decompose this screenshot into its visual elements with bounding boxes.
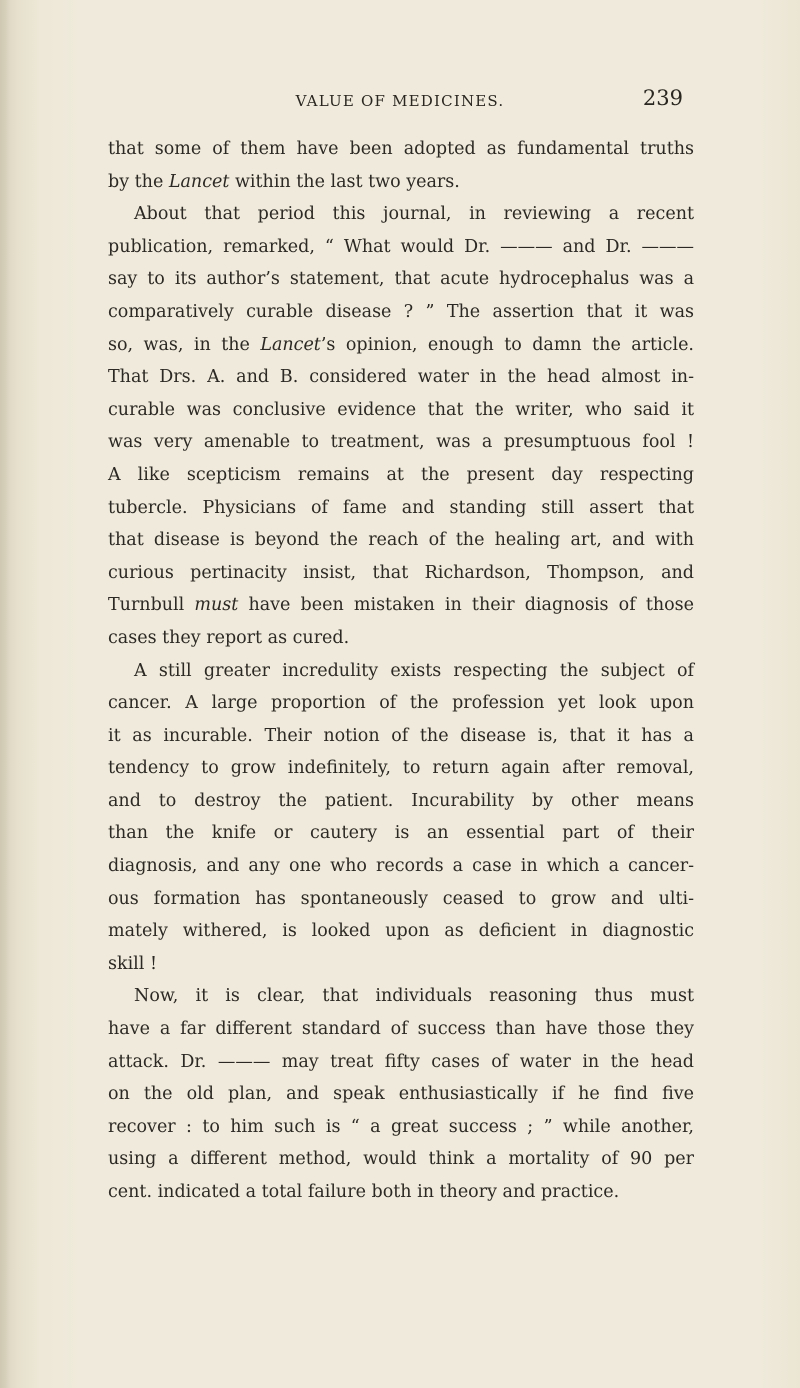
running-title: VALUE OF MEDICINES. — [295, 92, 505, 110]
text-line: A like scepticism remains at the present day respecting — [108, 464, 694, 485]
text-line: by the Lancet within the last two years. — [108, 171, 460, 192]
text-line: publication, remarked, “ What would Dr. ——— and Dr. ——— — [108, 236, 694, 257]
text-line: than the knife or cautery is an essential part of their — [108, 823, 694, 844]
text-line: curious pertinacity insist, that Richardson, Thompson, and — [108, 562, 694, 583]
text-line: ous formation has spontaneously ceased to grow and ulti- — [108, 888, 694, 909]
gutter-shadow — [0, 0, 10, 1388]
text-line: was very amenable to treatment, was a presumptuous fool ! — [108, 432, 694, 453]
text-line: attack. Dr. ——— may treat fifty cases of water in the head — [108, 1051, 694, 1072]
text-line: A still greater incredulity exists respecting the subject of — [134, 660, 694, 681]
body-text — [108, 133, 694, 1209]
text-line: cancer. A large proportion of the profession yet look upon — [108, 693, 694, 714]
text-line: using a different method, would think a mortality of 90 per — [108, 1149, 694, 1170]
text-line: tubercle. Physicians of fame and standing still assert that — [108, 497, 694, 518]
text-line: skill ! — [108, 953, 157, 974]
text-line: Turnbull must have been mistaken in their diagnosis of those — [108, 595, 695, 616]
text-line: that some of them have been adopted as fundamental truths — [108, 139, 694, 159]
text-line: have a far different standard of success than have those they — [108, 1019, 694, 1040]
text-line: About that period this journal, in reviewing a recent — [134, 204, 694, 225]
text-line: That Drs. A. and B. considered water in the head almost in- — [108, 367, 694, 388]
text-line: say to its author’s statement, that acute hydrocephalus was a — [108, 269, 694, 290]
text-line: recover : to him such is “ a great success ; ” while another, — [108, 1116, 694, 1137]
text-line: so, was, in the Lancet’s opinion, enough to damn the article. — [108, 334, 694, 355]
text-line: it as incurable. Their notion of the disease is, that it has a — [108, 725, 694, 746]
text-line: mately withered, is looked upon as deficient in diagnostic — [108, 921, 694, 942]
text-line: tendency to grow indefinitely, to return again after removal, — [108, 758, 694, 779]
text-line: cases they report as cured. — [108, 627, 350, 648]
text-line: cent. indicated a total failure both in theory and practice. — [108, 1182, 620, 1202]
text-line: and to destroy the patient. Incurability by other means — [108, 790, 694, 811]
page-number: 239 — [642, 86, 683, 110]
text-line: that disease is beyond the reach of the healing art, and with — [108, 530, 694, 551]
text-line: Now, it is clear, that individuals reasoning thus must — [134, 986, 694, 1007]
text-line: comparatively curable disease ? ” The assertion that it was — [108, 301, 694, 322]
text-line: diagnosis, and any one who records a case in which a cancer- — [108, 856, 694, 877]
page-header — [0, 86, 800, 122]
text-line: curable was conclusive evidence that the writer, who said it — [108, 399, 694, 420]
text-line: on the old plan, and speak enthusiastically if he find five — [108, 1084, 694, 1105]
